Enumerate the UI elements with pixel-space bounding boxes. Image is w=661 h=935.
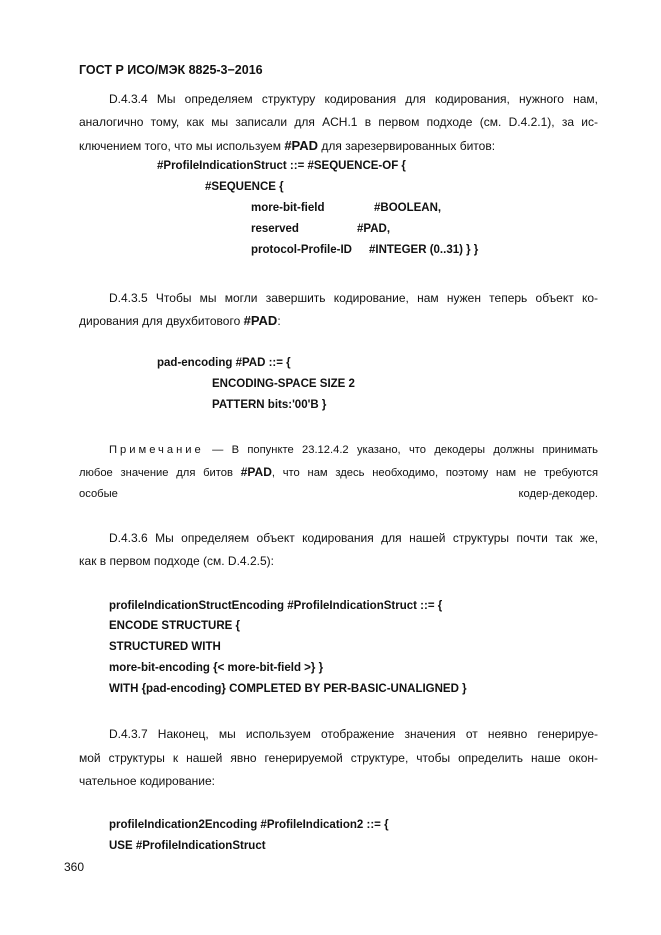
note-line2	[79, 461, 598, 485]
code-line: USE #ProfileIndicationStruct	[109, 840, 266, 852]
para-d437-line1: D.4.3.7 Наконец, мы используем отображение значения от неявно генерируе-	[109, 727, 598, 741]
code-line: WITH {pad-encoding} COMPLETED BY PER-BASIC-UNALIGNED }	[109, 683, 467, 695]
note-text: В попункте 23.12.4.2 указано, что декодеры должны принимать	[231, 444, 598, 456]
code-field-name: reserved	[251, 223, 299, 235]
code-line: profileIndication2Encoding #ProfileIndication2 ::= {	[109, 819, 389, 831]
pad-keyword: #PAD	[284, 138, 319, 153]
para-d434-line2: аналогично тому, как мы записали для ACH.1 в первом подходе (см. D.4.2.1), за ис-	[79, 115, 598, 129]
note-label: Примечание	[109, 444, 204, 456]
pad-keyword: #PAD	[243, 313, 278, 328]
para-d435-text: :	[277, 314, 281, 328]
page-number: 360	[64, 860, 85, 874]
para-d435-line2	[79, 309, 598, 333]
note-line1	[79, 439, 598, 462]
code-line: ENCODE STRUCTURE {	[109, 620, 240, 632]
note-text: любое значение для битов	[79, 467, 241, 479]
para-d434-text: для зарезервированных битов:	[318, 139, 496, 153]
para-d436-line1: D.4.3.6 Мы определяем объект кодирования для нашей структуры почти так же,	[109, 531, 598, 545]
code-line: pad-encoding #PAD ::= {	[157, 357, 291, 369]
document-header: ГОСТ Р ИСО/МЭК 8825-3−2016	[79, 63, 263, 77]
para-d435-text: дирования для двухбитового	[79, 314, 244, 328]
note-dash: —	[203, 444, 232, 456]
para-d434-line3	[79, 134, 598, 158]
code-field-type: #BOOLEAN,	[374, 202, 442, 214]
code-line: more-bit-encoding {< more-bit-field >} }	[109, 662, 324, 674]
code-line: #ProfileIndicationStruct ::= #SEQUENCE-OF {	[157, 160, 406, 172]
code-line: PATTERN bits:'00'B }	[212, 399, 327, 411]
code-line: #SEQUENCE {	[205, 181, 284, 193]
code-field-name: more-bit-field	[251, 202, 325, 214]
pad-keyword: #PAD	[240, 465, 272, 479]
para-d434-text: ключением того, что мы используем	[79, 139, 285, 153]
note-line3: особые кодер-декодер.	[79, 488, 598, 500]
para-d434-line1: D.4.3.4 Мы определяем структуру кодирования для кодирования, нужного нам,	[109, 92, 598, 106]
code-field-name: protocol-Profile-ID	[251, 244, 352, 256]
note-text: , что нам здесь необходимо, поэтому нам не требуются	[271, 467, 598, 479]
code-line: ENCODING-SPACE SIZE 2	[212, 378, 355, 390]
para-d437-line3: чательное кодирование:	[79, 774, 215, 788]
para-d437-line2: мой структуры к нашей явно генерируемой структуре, чтобы определить наше окон-	[79, 751, 598, 765]
para-d436-line2: как в первом подходе (см. D.4.2.5):	[79, 554, 274, 568]
code-line: STRUCTURED WITH	[109, 641, 221, 653]
para-d435-line1: D.4.3.5 Чтобы мы могли завершить кодирование, нам нужен теперь объект ко-	[109, 291, 598, 305]
code-field-type: #PAD,	[357, 223, 391, 235]
code-line: profileIndicationStructEncoding #ProfileIndicationStruct ::= {	[109, 600, 443, 612]
code-field-type: #INTEGER (0..31) } }	[369, 244, 479, 256]
